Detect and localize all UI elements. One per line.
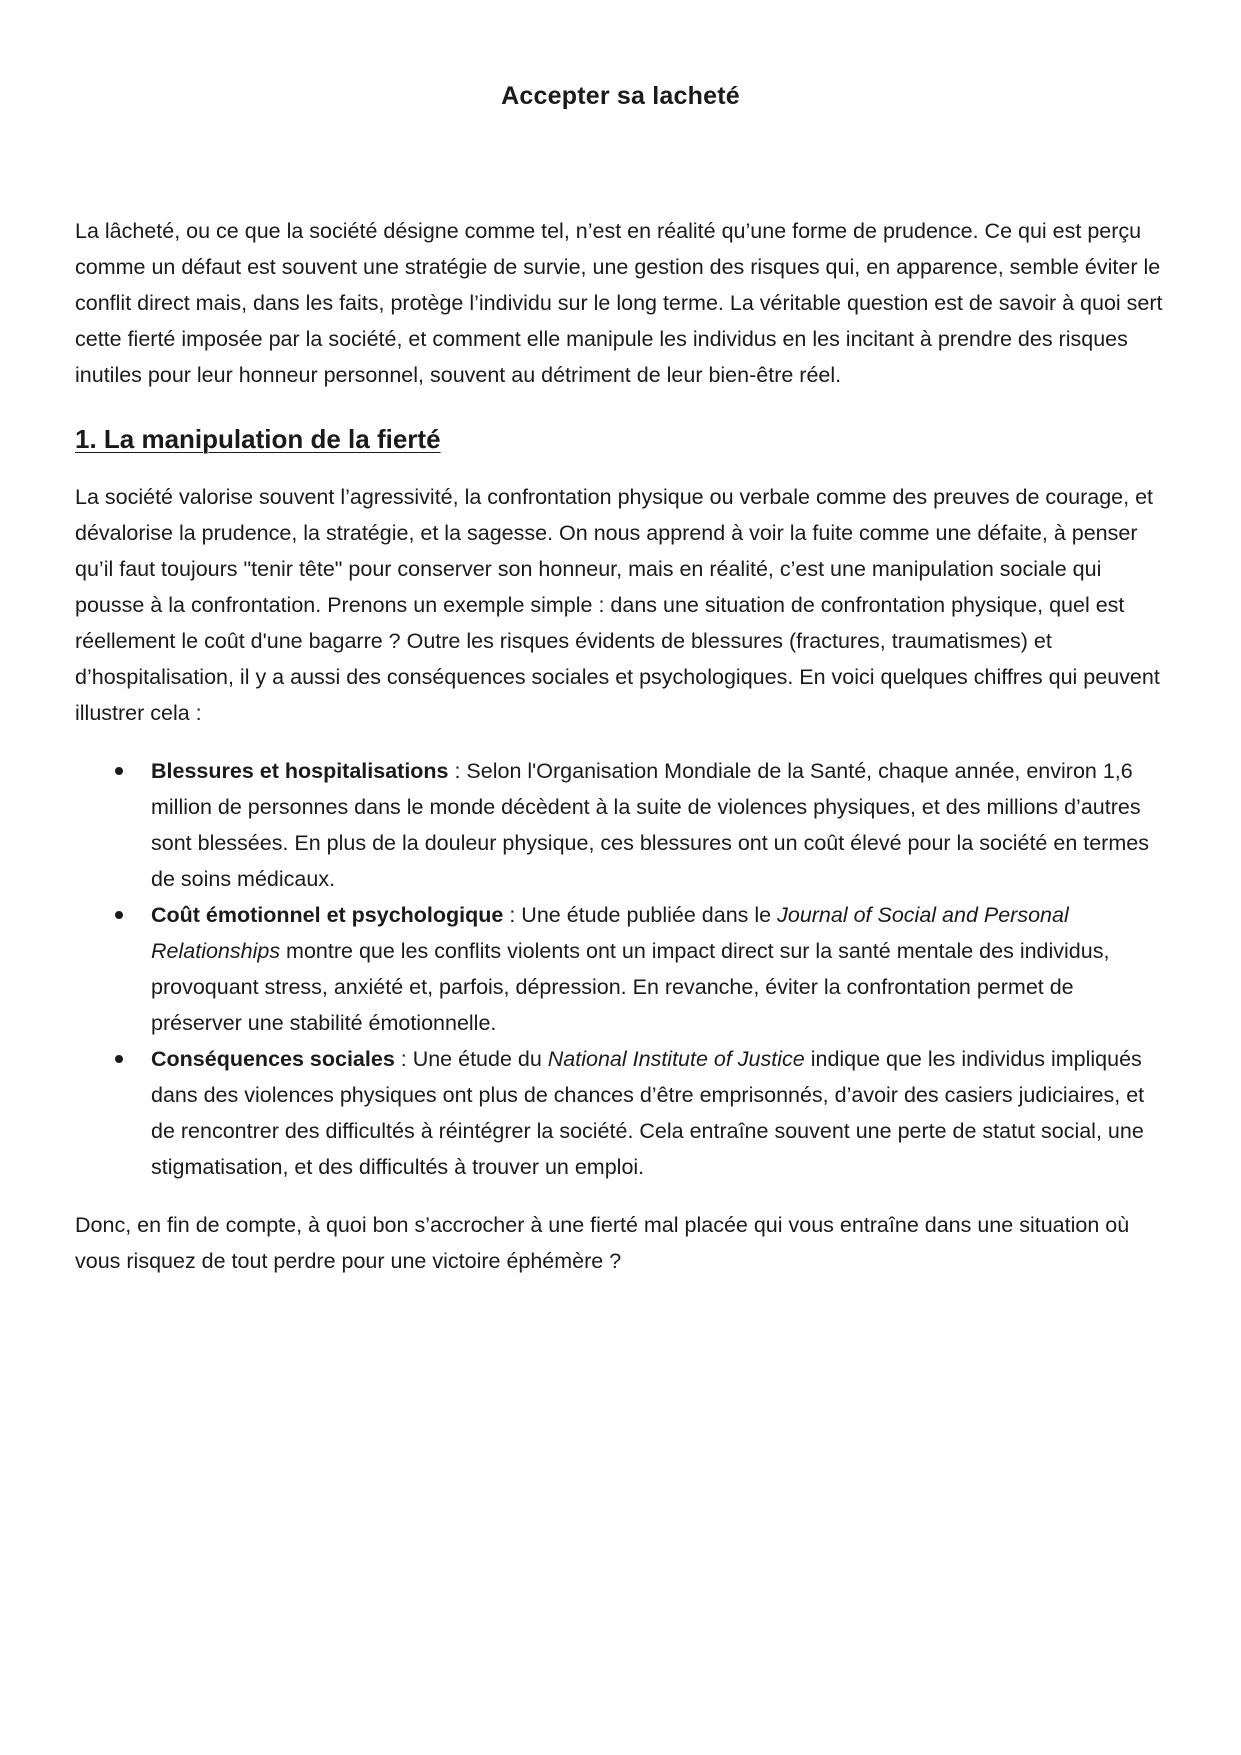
- bullet-text: : Une étude du: [394, 1047, 548, 1071]
- bullet-text: : Selon l'Organisation Mondiale de la Santé, chaque année, environ 1,6 million de personnes dans le monde décèdent à la suite de violences physiques, et des millions d’autres sont blessées. En plus de la douleur physique, ces blessures ont un coût élevé pour la société en termes de soins médicaux.: [151, 759, 1149, 891]
- list-item: [75, 897, 1166, 1041]
- bullet-label: Coût émotionnel et psychologique: [151, 903, 504, 927]
- bullet-source: Journal of Social and Personal Relationships: [151, 903, 1069, 963]
- bullet-text: indique que les individus impliqués dans des violences physiques ont plus de chances d’être emprisonnés, d’avoir des casiers judiciaires, et de rencontrer des difficultés à réintégrer la société. Cela entraîne souvent une perte de statut social, une stigmatisation, et des difficultés à trouver un emploi.: [151, 1047, 1145, 1179]
- document-title: Accepter sa lacheté: [501, 82, 740, 110]
- bullet-list: [75, 753, 1166, 1185]
- section-heading-text: 1. La manipulation de la fierté: [75, 424, 441, 454]
- section-heading: [75, 417, 1166, 461]
- bullet-text: : Une étude publiée dans le: [503, 903, 778, 927]
- bullet-source: National Institute of Justice: [547, 1047, 805, 1071]
- bullet-icon: [115, 911, 123, 919]
- intro-paragraph: La lâcheté, ou ce que la société désigne comme tel, n’est en réalité qu’une forme de prudence. Ce qui est perçu comme un défaut est souvent une stratégie de survie, une gestion des risques qui, en apparence, semble éviter le conflit direct mais, dans les faits, protège l’individu sur le long terme. La véritable question est de savoir à quoi sert cette fierté imposée par la société, et comment elle manipule les individus en les incitant à prendre des risques inutiles pour leur honneur personnel, souvent au détriment de leur bien-être réel.: [75, 219, 1163, 387]
- closing-paragraph: Donc, en fin de compte, à quoi bon s’accrocher à une fierté mal placée qui vous entraîne dans une situation où vous risquez de tout perdre pour une victoire éphémère ?: [75, 1213, 1130, 1273]
- bullet-label: Conséquences sociales: [151, 1047, 395, 1071]
- bullet-text: montre que les conflits violents ont un impact direct sur la santé mentale des individus, provoquant stress, anxiété et, parfois, dépression. En revanche, éviter la confrontation permet de préserver une stabilité émotionnelle.: [151, 939, 1110, 1035]
- bullet-icon: [115, 1055, 123, 1063]
- bullet-icon: [115, 767, 123, 775]
- list-item: [75, 1041, 1166, 1185]
- section-paragraph: La société valorise souvent l’agressivité, la confrontation physique ou verbale comme des preuves de courage, et dévalorise la prudence, la stratégie, et la sagesse. On nous apprend à voir la fuite comme une défaite, à penser qu’il faut toujours "tenir tête" pour conserver son honneur, mais en réalité, c’est une manipulation sociale qui pousse à la confrontation. Prenons un exemple simple : dans une situation de confrontation physique, quel est réellement le coût d'une bagarre ? Outre les risques évidents de blessures (fractures, traumatismes) et d’hospitalisation, il y a aussi des conséquences sociales et psychologiques. En voici quelques chiffres qui peuvent illustrer cela :: [75, 485, 1160, 725]
- list-item: [75, 753, 1166, 897]
- bullet-label: Blessures et hospitalisations: [151, 759, 449, 783]
